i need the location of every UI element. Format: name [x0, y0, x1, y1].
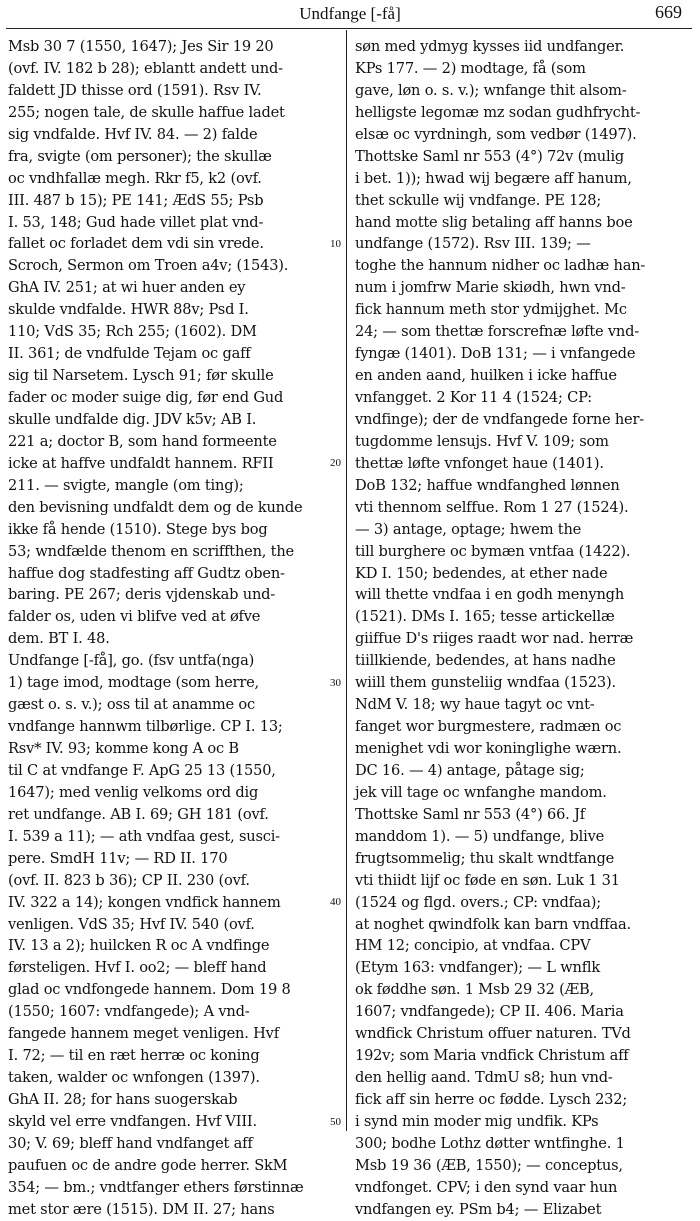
text-line: fra, svigte (om personer); the skullæ	[8, 147, 272, 165]
running-head-title: Undfange [-få]	[299, 4, 401, 23]
text-line: pere. SmdH 11v; — RD II. 170	[8, 849, 228, 867]
line-number: 40	[330, 896, 341, 909]
text-line: i bet. 1)); hwad wij begære aff hanum,	[355, 169, 632, 187]
text-line: wiill them gunsteliig wndfaa (1523).	[355, 674, 616, 692]
text-line: paufuen oc de andre gode herrer. SkM	[8, 1156, 288, 1174]
text-line: fanget wor burgmestere, radmæn oc	[355, 718, 622, 736]
text-line: 211. — svigte, mangle (om ting);	[8, 476, 244, 494]
text-line: tugdomme lensujs. Hvf V. 109; som	[355, 432, 609, 450]
text-line: fangede hannem meget venligen. Hvf	[8, 1025, 279, 1043]
text-line: — 3) antage, optage; hwem the	[355, 520, 582, 538]
text-line: vti thiidt lijf oc føde en søn. Luk 1 31	[355, 871, 620, 889]
text-line: toghe the hannum nidher oc ladhæ han-	[355, 257, 646, 275]
text-line: 24; — som thettæ forscrefnæ løfte vnd-	[355, 323, 640, 341]
text-line: manddom 1). — 5) undfange, blive	[355, 827, 605, 845]
text-line: 110; VdS 35; Rch 255; (1602). DM	[8, 323, 257, 341]
text-line: 354; — bm.; vndtfanger ethers førstinnæ	[8, 1178, 304, 1196]
text-line: num i jomfrw Marie skiødh, hwn vnd-	[355, 279, 626, 297]
text-line: KPs 177. — 2) modtage, få (som	[355, 59, 586, 77]
text-line: vnfangget. 2 Kor 11 4 (1524; CP:	[355, 389, 592, 406]
text-line: wndfick Christum offuer naturen. TVd	[355, 1025, 631, 1043]
text-line: den hellig aand. TdmU s8; hun vnd-	[355, 1069, 613, 1087]
text-line: dem. BT I. 48.	[8, 630, 110, 648]
text-line: ikke få hende (1510). Stege bys bog	[8, 520, 268, 538]
text-line: (1524 og flgd. overs.; CP: vndfaa);	[355, 893, 602, 911]
text-line: Scroch, Sermon om Troen a4v; (1543).	[8, 257, 289, 275]
text-line: elsæ oc vyrdningh, som vedbør (1497).	[355, 125, 637, 143]
page-number: 669	[655, 2, 682, 22]
text-line: fallet oc forladet dem vdi sin vrede.	[8, 235, 264, 253]
line-number: 50	[330, 1115, 341, 1128]
text-line: ret undfange. AB I. 69; GH 181 (ovf.	[8, 805, 269, 823]
text-line: thettæ løfte vnfonget haue (1401).	[355, 454, 604, 472]
text-line: NdM V. 18; wy haue tagyt oc vnt-	[355, 696, 595, 714]
text-line: fyngæ (1401). DoB 131; — i vnfangede	[355, 345, 636, 363]
text-line: at noghet qwindfolk kan barn vndffaa.	[355, 915, 631, 933]
text-line: falder os, uden vi blifve ved at øfve	[8, 608, 261, 626]
text-line: søn med ydmyg kysses iid undfanger.	[355, 38, 625, 55]
text-line: venligen. VdS 35; Hvf IV. 540 (ovf.	[8, 915, 255, 933]
text-line: gave, løn o. s. v.); wnfange thit alsom-	[355, 81, 627, 99]
text-line: thet sckulle wij vndfange. PE 128;	[355, 191, 602, 209]
text-line: IV. 13 a 2); huilcken R oc A vndfinge	[8, 937, 270, 955]
text-line: den bevisning undfaldt dem og de kunde	[8, 498, 303, 516]
text-line: helligste legomæ mz sodan gudhfrycht-	[355, 103, 641, 121]
text-line: GhA IV. 251; at wi huer anden ey	[8, 279, 246, 297]
text-line: vti thennom selffue. Rom 1 27 (1524).	[355, 498, 629, 516]
text-line: giiffue D's riiges raadt wor nad. herræ	[355, 630, 634, 648]
text-line: III. 487 b 15); PE 141; ÆdS 55; Psb	[8, 191, 264, 209]
text-line: 255; nogen tale, de skulle haffue ladet	[8, 103, 285, 121]
text-line: (ovf. IV. 182 b 28); eblantt andett und-	[8, 59, 283, 77]
text-line: will thette vndfaa i en godh menyngh	[355, 586, 625, 604]
text-line: Msb 30 7 (1550, 1647); Jes Sir 19 20	[8, 38, 274, 55]
text-line: sig vndfalde. Hvf IV. 84. — 2) falde	[8, 125, 258, 143]
text-line: vndfangen ey. PSm b4; — Elizabet	[355, 1200, 602, 1218]
column-divider	[346, 30, 347, 1131]
text-line: 1647); med venlig velkoms ord dig	[8, 783, 259, 801]
text-line: DoB 132; haffue wndfanghed lønnen	[355, 476, 620, 494]
text-line: faldett JD thisse ord (1591). Rsv IV.	[8, 81, 262, 99]
text-line: icke at haffve undfaldt hannem. RFII	[8, 454, 274, 472]
text-line: skulle undfalde dig. JDV k5v; AB I.	[8, 410, 257, 428]
text-line: 1) tage imod, modtage (som herre,	[8, 674, 259, 692]
text-line: 30; V. 69; bleff hand vndfanget aff	[8, 1134, 253, 1152]
text-line: KD I. 150; bedendes, at ether nade	[355, 564, 608, 582]
text-line: vndfonget. CPV; i den synd vaar hun	[355, 1178, 618, 1196]
text-line: I. 53, 148; Gud hade villet plat vnd-	[8, 213, 264, 231]
text-line: taken, walder oc wnfongen (1397).	[8, 1069, 260, 1087]
text-line: (1521). DMs I. 165; tesse artickellæ	[355, 608, 615, 626]
text-line: frugtsommelig; thu skalt wndtfange	[355, 849, 615, 867]
text-line: Rsv* IV. 93; komme kong A oc B	[8, 740, 239, 757]
text-line: met stor ære (1515). DM II. 27; hans	[8, 1200, 275, 1218]
text-line: tiillkiende, bedendes, at hans nadhe	[355, 652, 616, 670]
text-line: Thottske Saml nr 553 (4°) 66. Jf	[355, 805, 585, 823]
line-number: 10	[330, 237, 341, 250]
text-line: fick hannum meth stor ydmijghet. Mc	[355, 301, 627, 319]
text-line: glad oc vndfongede hannem. Dom 19 8	[8, 981, 291, 999]
text-line: (1550; 1607: vndfangede); A vnd-	[8, 1003, 250, 1021]
text-line: skyld vel erre vndfangen. Hvf VIII.	[8, 1112, 257, 1130]
text-line: til C at vndfange F. ApG 25 13 (1550,	[8, 761, 276, 779]
text-line: menighet vdi wor koninglighe wærn.	[355, 740, 622, 757]
text-line: jek vill tage oc wnfanghe mandom.	[355, 783, 607, 801]
text-line: 1607; vndfangede); CP II. 406. Maria	[355, 1003, 624, 1021]
text-line: haffue dog stadfesting aff Gudtz oben-	[8, 564, 285, 582]
text-line: I. 539 a 11); — ath vndfaa gest, susci-	[8, 827, 280, 845]
text-line: en anden aand, huilken i icke haffue	[355, 367, 617, 385]
text-line: II. 361; de vndfulde Tejam oc gaff	[8, 345, 251, 363]
text-line: (Etym 163: vndfanger); — L wnflk	[355, 959, 601, 977]
text-line: vndfinge); der de vndfangede forne her-	[355, 410, 644, 428]
line-number: 30	[330, 676, 341, 689]
text-line: sig til Narsetem. Lysch 91; før skulle	[8, 367, 274, 385]
text-line: gæst o. s. v.); oss til at anamme oc	[8, 696, 255, 714]
text-line: 53; wndfælde thenom en scriffthen, the	[8, 542, 294, 560]
text-line: IV. 322 a 14); kongen vndfick hannem	[8, 893, 281, 911]
text-line: vndfange hannwm tilbørlige. CP I. 13;	[8, 718, 283, 736]
text-line: Msb 19 36 (ÆB, 1550); — conceptus,	[355, 1156, 623, 1174]
left-column	[8, 36, 334, 1221]
text-line: hand motte slig betaling aff hanns boe	[355, 213, 633, 231]
text-line: ok føddhe søn. 1 Msb 29 32 (ÆB,	[355, 981, 594, 999]
text-line: 300; bodhe Lothz døtter wntfinghe. 1	[355, 1134, 625, 1152]
text-line: baring. PE 267; deris vjdenskab und-	[8, 586, 276, 604]
text-line: 221 a; doctor B, som hand formeente	[8, 432, 277, 450]
text-line: 192v; som Maria vndfick Christum aff	[355, 1047, 629, 1065]
text-line: oc vndhfallæ megh. Rkr f5, k2 (ovf.	[8, 169, 262, 187]
text-line: (ovf. II. 823 b 36); CP II. 230 (ovf.	[8, 871, 250, 889]
text-line: førsteligen. Hvf I. oo2; — bleff hand	[8, 959, 267, 977]
header-rule	[6, 28, 692, 29]
text-line: I. 72; — til en ræt herræ oc koning	[8, 1047, 260, 1065]
text-line: i synd min moder mig undfik. KPs	[355, 1112, 599, 1130]
text-line: fader oc moder suige dig, før end Gud	[8, 389, 284, 406]
right-column	[355, 36, 689, 1221]
text-line: undfange (1572). Rsv III. 139; —	[355, 235, 591, 253]
text-line: DC 16. — 4) antage, påtage sig;	[355, 761, 585, 779]
text-line: skulde vndfalde. HWR 88v; Psd I.	[8, 301, 249, 319]
page-header	[0, 0, 700, 30]
line-number: 20	[330, 457, 341, 470]
text-line: Thottske Saml nr 553 (4°) 72v (mulig	[355, 147, 625, 165]
text-line: till burghere oc bymæn vntfaa (1422).	[355, 542, 631, 560]
text-line: HM 12; concipio, at vndfaa. CPV	[355, 937, 591, 955]
text-line: GhA II. 28; for hans suogerskab	[8, 1091, 238, 1108]
text-line: fick aff sin herre oc fødde. Lysch 232;	[355, 1091, 628, 1108]
text-line: Undfange [-få], go. (fsv untfa(nga)	[8, 652, 255, 670]
